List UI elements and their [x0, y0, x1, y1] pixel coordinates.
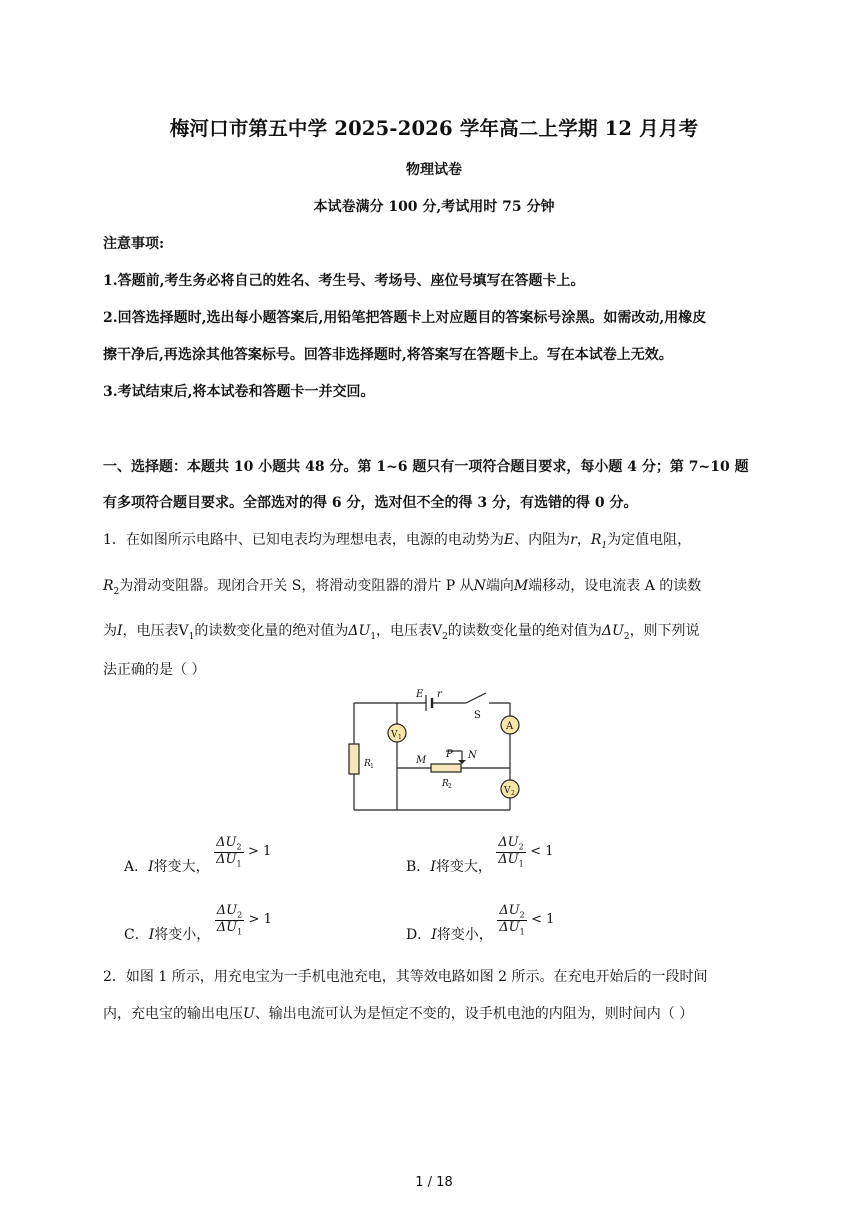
exam-title: 梅河口市第五中学 2025-2026 学年高二上学期 12 月月考: [169, 117, 699, 140]
q1-line-4: 法正确的是（ ）: [103, 662, 206, 678]
notice-heading: 注意事项:: [103, 236, 165, 252]
notice-item-3: 3.考试结束后,将本试卷和答题卡一并交回。: [103, 384, 375, 400]
q1-line-1: 1．在如图所示电路中、已知电表均为理想电表，电源的电动势为E、内阻为r，$R_1$为定值电阻，: [103, 532, 692, 551]
resistor-r2: [431, 764, 461, 772]
label-v2: V: [504, 786, 511, 796]
label-r2-sub: 2: [448, 783, 452, 790]
label-m: M: [416, 755, 427, 766]
label-e: E: [416, 689, 424, 700]
section-1-line-1: 一、选择题：本题共 10 小题共 48 分。第 1~6 题只有一项符合题目要求，每小题 4 分；第 7~10 题: [103, 459, 749, 475]
option-c-fraction: $\frac{\Delta U_2}{\Delta U_1}$: [216, 903, 243, 937]
option-c[interactable]: C．I将变小， $\frac{\Delta U_2}{\Delta U_1}$ > 1: [124, 903, 272, 943]
option-a-fraction: $\frac{\Delta U_2}{\Delta U_1}$: [216, 835, 242, 869]
label-v1-sub: 1: [398, 734, 402, 741]
label-a: A: [506, 721, 514, 732]
q2-line-2: 内，充电宝的输出电压U、输出电流可认为是恒定不变的，设手机电池的内阻为，则时间内（ ）: [103, 1006, 694, 1022]
q2-line-1: 2．如图 1 所示，用充电宝为一手机电池充电，其等效电路如图 2 所示。在充电开始后的一段时间: [103, 969, 708, 985]
q1-line-3: 为I，电压表$V_1$的读数变化量的绝对值为$\Delta U_1$，电压表$V_2$的读数变化量的绝对值为$\Delta U_2$，则下列说: [103, 623, 700, 642]
option-b[interactable]: B．I将变大， $\frac{\Delta U_2}{\Delta U_1}$ < 1: [406, 835, 554, 875]
label-v2-sub: 2: [511, 790, 515, 797]
label-s: S: [474, 710, 481, 721]
q1-line-2: $R_2$为滑动变阻器。现闭合开关 S，将滑动变阻器的滑片 P 从N端向M端移动，设电流表 A 的读数: [103, 578, 702, 597]
label-r1: R: [364, 759, 371, 769]
circuit-diagram: [344, 686, 534, 816]
label-n: N: [468, 750, 477, 761]
exam-info: 本试卷满分 100 分,考试用时 75 分钟: [313, 199, 555, 215]
label-v1: V: [391, 730, 398, 740]
option-d-fraction: $\frac{\Delta U_2}{\Delta U_1}$: [499, 903, 525, 937]
label-r2: R: [442, 779, 449, 789]
option-a[interactable]: A．I将变大， $\frac{\Delta U_2}{\Delta U_1}$ > 1: [124, 835, 272, 875]
option-d[interactable]: D．I将变小， $\frac{\Delta U_2}{\Delta U_1}$ < 1: [406, 903, 555, 943]
label-p: P: [446, 749, 453, 760]
section-1-line-2: 有多项符合题目要求。全部选对的得 6 分，选对但不全的得 3 分，有选错的得 0 分。: [103, 495, 638, 511]
notice-item-2-line-1: 2.回答选择题时,选出每小题答案后,用铅笔把答题卡上对应题目的答案标号涂黑。如需改动,用橡皮: [103, 310, 707, 326]
notice-item-1: 1.答题前,考生务必将自己的姓名、考生号、考场号、座位号填写在答题卡上。: [103, 273, 585, 289]
page-number: 1 / 18: [415, 1175, 453, 1190]
resistor-r1: [349, 744, 359, 774]
option-b-fraction: $\frac{\Delta U_2}{\Delta U_1}$: [498, 835, 524, 869]
exam-subject: 物理试卷: [406, 162, 462, 178]
switch-blade: [466, 693, 486, 703]
label-r: r: [437, 689, 442, 700]
notice-item-2-line-2: 擦干净后,再选涂其他答案标号。回答非选择题时,将答案写在答题卡上。写在本试卷上无效。: [103, 347, 673, 363]
label-r1-sub: 1: [370, 763, 374, 770]
